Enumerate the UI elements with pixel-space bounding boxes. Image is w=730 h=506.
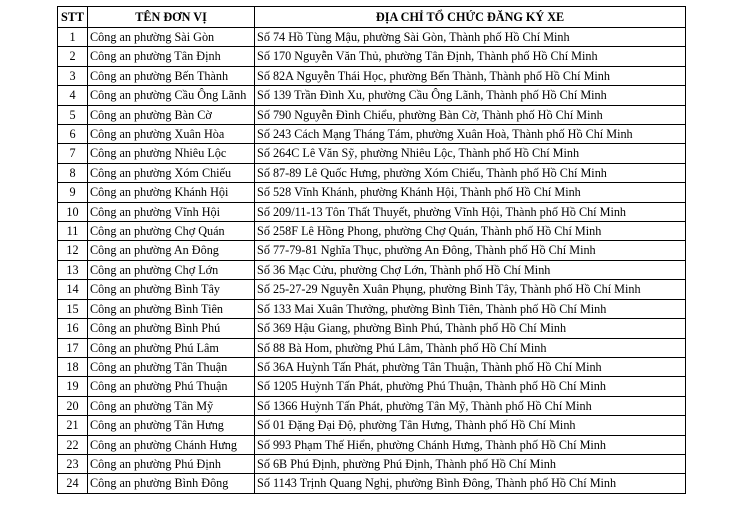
row-unit-name: Công an phường Bình Phú [88, 319, 255, 338]
row-unit-name: Công an phường Tân Thuận [88, 357, 255, 376]
table-row [58, 416, 686, 435]
row-number: 6 [58, 125, 88, 144]
table-header-row [58, 7, 686, 28]
row-number: 17 [58, 338, 88, 357]
row-number: 22 [58, 435, 88, 454]
row-unit-name: Công an phường Khánh Hội [88, 183, 255, 202]
row-address: Số 1205 Huỳnh Tấn Phát, phường Phú Thuận, Thành phố Hồ Chí Minh [255, 377, 686, 396]
row-address: Số 74 Hồ Tùng Mậu, phường Sài Gòn, Thành phố Hồ Chí Minh [255, 28, 686, 47]
table-row [58, 28, 686, 47]
row-number: 19 [58, 377, 88, 396]
row-number: 13 [58, 260, 88, 279]
row-number: 16 [58, 319, 88, 338]
table-row [58, 454, 686, 473]
row-address: Số 790 Nguyễn Đình Chiểu, phường Bàn Cờ, Thành phố Hồ Chí Minh [255, 105, 686, 124]
row-unit-name: Công an phường Tân Hưng [88, 416, 255, 435]
table-row [58, 66, 686, 85]
row-number: 1 [58, 28, 88, 47]
row-unit-name: Công an phường Bình Tiên [88, 299, 255, 318]
table-row [58, 357, 686, 376]
row-unit-name: Công an phường Phú Lâm [88, 338, 255, 357]
row-number: 20 [58, 396, 88, 415]
row-number: 21 [58, 416, 88, 435]
row-address: Số 170 Nguyễn Văn Thủ, phường Tân Định, Thành phố Hồ Chí Minh [255, 47, 686, 66]
row-address: Số 87-89 Lê Quốc Hưng, phường Xóm Chiếu, Thành phố Hồ Chí Minh [255, 163, 686, 182]
table-row [58, 435, 686, 454]
table-row [58, 86, 686, 105]
row-unit-name: Công an phường Tân Mỹ [88, 396, 255, 415]
row-number: 9 [58, 183, 88, 202]
row-number: 3 [58, 66, 88, 85]
row-unit-name: Công an phường An Đông [88, 241, 255, 260]
row-number: 24 [58, 474, 88, 493]
header-address: ĐỊA CHỈ TỔ CHỨC ĐĂNG KÝ XE [255, 7, 686, 28]
header-unit-name: TÊN ĐƠN VỊ [88, 7, 255, 28]
header-stt: STT [58, 7, 88, 28]
row-address: Số 264C Lê Văn Sỹ, phường Nhiêu Lộc, Thành phố Hồ Chí Minh [255, 144, 686, 163]
table-row [58, 260, 686, 279]
table-body [58, 28, 686, 494]
table-row [58, 396, 686, 415]
row-number: 14 [58, 280, 88, 299]
row-unit-name: Công an phường Sài Gòn [88, 28, 255, 47]
row-number: 2 [58, 47, 88, 66]
row-unit-name: Công an phường Bàn Cờ [88, 105, 255, 124]
table-row [58, 377, 686, 396]
row-address: Số 1143 Trịnh Quang Nghị, phường Bình Đông, Thành phố Hồ Chí Minh [255, 474, 686, 493]
table-row [58, 183, 686, 202]
row-number: 8 [58, 163, 88, 182]
row-address: Số 6B Phú Định, phường Phú Định, Thành phố Hồ Chí Minh [255, 454, 686, 473]
registration-address-table [57, 6, 686, 494]
row-address: Số 243 Cách Mạng Tháng Tám, phường Xuân Hoà, Thành phố Hồ Chí Minh [255, 125, 686, 144]
registration-table-container [57, 6, 686, 494]
row-address: Số 01 Đặng Đại Độ, phường Tân Hưng, Thành phố Hồ Chí Minh [255, 416, 686, 435]
row-number: 12 [58, 241, 88, 260]
row-address: Số 36 Mạc Cửu, phường Chợ Lớn, Thành phố Hồ Chí Minh [255, 260, 686, 279]
row-address: Số 369 Hậu Giang, phường Bình Phú, Thành phố Hồ Chí Minh [255, 319, 686, 338]
row-unit-name: Công an phường Phú Định [88, 454, 255, 473]
row-address: Số 993 Phạm Thế Hiển, phường Chánh Hưng, Thành phố Hồ Chí Minh [255, 435, 686, 454]
table-row [58, 144, 686, 163]
row-number: 15 [58, 299, 88, 318]
row-unit-name: Công an phường Cầu Ông Lãnh [88, 86, 255, 105]
row-number: 4 [58, 86, 88, 105]
table-row [58, 280, 686, 299]
table-row [58, 222, 686, 241]
row-address: Số 1366 Huỳnh Tấn Phát, phường Tân Mỹ, Thành phố Hồ Chí Minh [255, 396, 686, 415]
row-number: 10 [58, 202, 88, 221]
row-unit-name: Công an phường Bình Đông [88, 474, 255, 493]
row-address: Số 528 Vĩnh Khánh, phường Khánh Hội, Thành phố Hồ Chí Minh [255, 183, 686, 202]
table-row [58, 163, 686, 182]
row-number: 18 [58, 357, 88, 376]
row-address: Số 88 Bà Hom, phường Phú Lâm, Thành phố Hồ Chí Minh [255, 338, 686, 357]
table-row [58, 202, 686, 221]
table-row [58, 299, 686, 318]
row-unit-name: Công an phường Chánh Hưng [88, 435, 255, 454]
row-number: 5 [58, 105, 88, 124]
row-number: 7 [58, 144, 88, 163]
table-row [58, 338, 686, 357]
table-row [58, 319, 686, 338]
row-unit-name: Công an phường Vĩnh Hội [88, 202, 255, 221]
row-address: Số 25-27-29 Nguyễn Xuân Phụng, phường Bình Tây, Thành phố Hồ Chí Minh [255, 280, 686, 299]
row-number: 23 [58, 454, 88, 473]
row-address: Số 258F Lê Hồng Phong, phường Chợ Quán, Thành phố Hồ Chí Minh [255, 222, 686, 241]
row-number: 11 [58, 222, 88, 241]
row-unit-name: Công an phường Phú Thuận [88, 377, 255, 396]
table-row [58, 47, 686, 66]
row-unit-name: Công an phường Tân Định [88, 47, 255, 66]
table-row [58, 474, 686, 493]
row-address: Số 36A Huỳnh Tấn Phát, phường Tân Thuận, Thành phố Hồ Chí Minh [255, 357, 686, 376]
row-unit-name: Công an phường Xóm Chiếu [88, 163, 255, 182]
row-address: Số 77-79-81 Nghĩa Thục, phường An Đông, Thành phố Hồ Chí Minh [255, 241, 686, 260]
row-unit-name: Công an phường Nhiêu Lộc [88, 144, 255, 163]
row-unit-name: Công an phường Chợ Quán [88, 222, 255, 241]
row-address: Số 139 Trần Đình Xu, phường Cầu Ông Lãnh, Thành phố Hồ Chí Minh [255, 86, 686, 105]
row-unit-name: Công an phường Bến Thành [88, 66, 255, 85]
row-unit-name: Công an phường Bình Tây [88, 280, 255, 299]
row-unit-name: Công an phường Chợ Lớn [88, 260, 255, 279]
row-address: Số 209/11-13 Tôn Thất Thuyết, phường Vĩnh Hội, Thành phố Hồ Chí Minh [255, 202, 686, 221]
table-row [58, 105, 686, 124]
row-address: Số 133 Mai Xuân Thưởng, phường Bình Tiên, Thành phố Hồ Chí Minh [255, 299, 686, 318]
row-address: Số 82A Nguyễn Thái Học, phường Bến Thành, Thành phố Hồ Chí Minh [255, 66, 686, 85]
table-row [58, 125, 686, 144]
table-row [58, 241, 686, 260]
row-unit-name: Công an phường Xuân Hòa [88, 125, 255, 144]
